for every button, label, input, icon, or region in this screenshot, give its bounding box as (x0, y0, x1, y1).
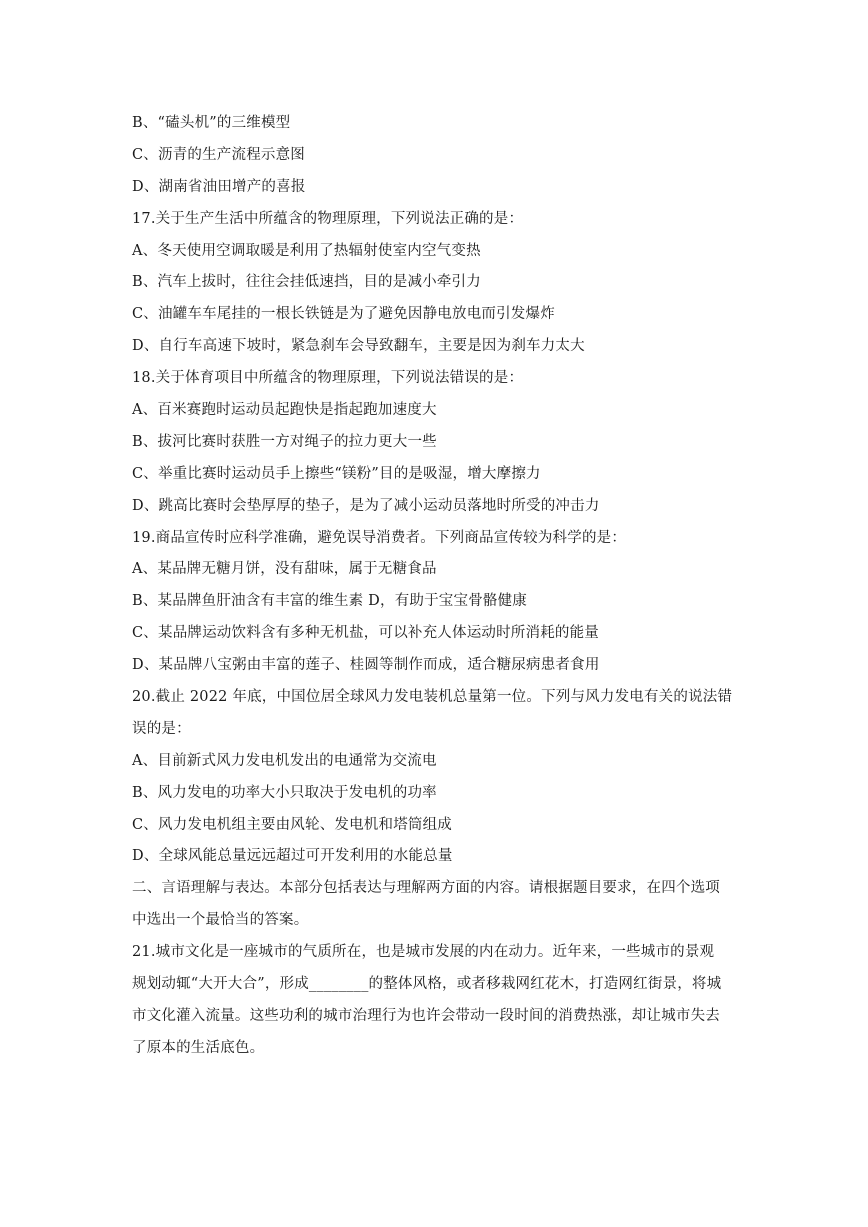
option-d-18: D、跳高比赛时会垫厚厚的垫子，是为了减小运动员落地时所受的冲击力 (132, 497, 600, 514)
question-20-line-2: 误的是： (132, 720, 191, 737)
section-2-heading-line-2: 中选出一个最恰当的答案。 (132, 912, 309, 929)
question-21-line-4: 了原本的生活底色。 (132, 1039, 265, 1056)
question-20-line-1: 20.截止 2022 年底，中国位居全球风力发电装机总量第一位。下列与风力发电有关的说法错 (132, 689, 733, 706)
option-a-18: A、百米赛跑时运动员起跑快是指起跑加速度大 (132, 402, 437, 419)
option-a-19: A、某品牌无糖月饼，没有甜味，属于无糖食品 (132, 561, 437, 578)
option-b-18: B、拔河比赛时获胜一方对绳子的拉力更大一些 (132, 433, 437, 450)
document-page (132, 108, 772, 1065)
option-d-16: D、湖南省油田增产的喜报 (132, 178, 306, 195)
question-18: 18.关于体育项目中所蕴含的物理原理，下列说法错误的是： (132, 370, 524, 387)
option-d-17: D、自行车高速下坡时，紧急刹车会导致翻车，主要是因为刹车力太大 (132, 338, 585, 355)
question-21-line-2: 规划动辄“大开大合”，形成________的整体风格，或者移栽网红花木，打造网红街景，将城 (132, 976, 722, 993)
option-a-20: A、目前新式风力发电机发出的电通常为交流电 (132, 752, 437, 769)
option-b-19: B、某品牌鱼肝油含有丰富的维生素 D，有助于宝宝骨骼健康 (132, 593, 527, 610)
option-c-20: C、风力发电机组主要由风轮、发电机和塔筒组成 (132, 816, 452, 833)
option-c-17: C、油罐车车尾挂的一根长铁链是为了避免因静电放电而引发爆炸 (132, 306, 555, 323)
section-2-heading-line-1: 二、言语理解与表达。本部分包括表达与理解两方面的内容。请根据题目要求，在四个选项 (132, 880, 720, 897)
question-17: 17.关于生产生活中所蕴含的物理原理，下列说法正确的是： (132, 210, 524, 227)
question-21-line-1: 21.城市文化是一座城市的气质所在，也是城市发展的内在动力。近年来，一些城市的景观 (132, 944, 715, 961)
option-a-17: A、冬天使用空调取暖是利用了热辐射使室内空气变热 (132, 242, 481, 259)
option-b-16: B、“磕头机”的三维模型 (132, 115, 291, 131)
option-d-19: D、某品牌八宝粥由丰富的莲子、桂圆等制作而成，适合糖尿病患者食用 (132, 657, 600, 674)
option-c-18: C、举重比赛时运动员手上擦些“镁粉”目的是吸湿，增大摩擦力 (132, 465, 541, 482)
option-b-17: B、汽车上拔时，往往会挂低速挡，目的是减小牵引力 (132, 274, 481, 291)
option-c-19: C、某品牌运动饮料含有多种无机盐，可以补充人体运动时所消耗的能量 (132, 625, 599, 642)
option-b-20: B、风力发电的功率大小只取决于发电机的功率 (132, 784, 437, 801)
option-d-20: D、全球风能总量远远超过可开发利用的水能总量 (132, 848, 453, 865)
question-19: 19.商品宣传时应科学准确，避免误导消费者。下列商品宣传较为科学的是： (132, 529, 627, 546)
question-21-line-3: 市文化灌入流量。这些功利的城市治理行为也许会带动一段时间的消费热涨，却让城市失去 (132, 1007, 720, 1024)
option-c-16: C、沥青的生产流程示意图 (132, 146, 305, 163)
